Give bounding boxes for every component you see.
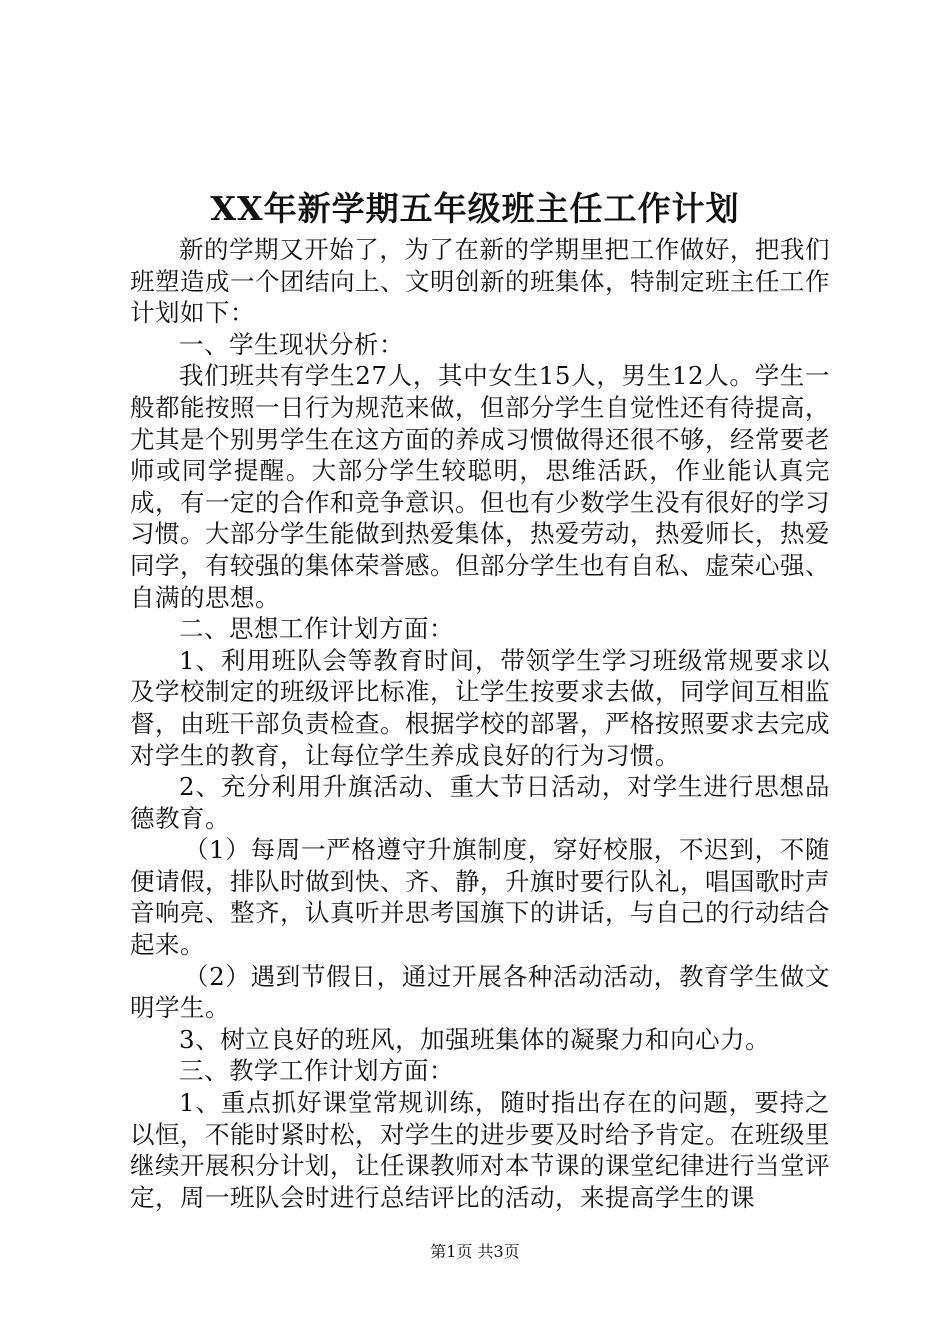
section-heading-3: 三、教学工作计划方面： <box>179 1056 454 1086</box>
page-footer: 第1页 共3页 <box>430 1242 520 1261</box>
document-title: XX年新学期五年级班主任工作计划 <box>210 189 740 228</box>
document-body <box>130 234 830 1213</box>
student-analysis-paragraph: 我们班共有学生27人，其中女生15人，男生12人。学生一般都能按照一日行为规范来做，但部分学生自觉性还有待提高，尤其是个别男学生在这方面的养成习惯做得还很不够，经常要老师或同学提醒。大部分学生较聪明，思维活跃，作业能认真完成，有一定的合作和竞争意识。但也有少数学生没有很好的学习习惯。大部分学生能做到热爱集体，热爱劳动，热爱师长，热爱同学，有较强的集体荣誉感。但部分学生也有自私、虚荣心强、自满的思想。 <box>130 361 830 612</box>
section-heading-1: 一、学生现状分析： <box>179 329 404 359</box>
ideology-item-2: 2、充分利用升旗活动、重大节日活动，对学生进行思想品德教育。 <box>130 772 830 833</box>
intro-paragraph: 新的学期又开始了，为了在新的学期里把工作做好，把我们班塑造成一个团结向上、文明创新的班集体，特制定班主任工作计划如下： <box>130 235 830 328</box>
ideology-subitem-2: （2）遇到节假日，通过开展各种活动活动，教育学生做文明学生。 <box>130 961 830 1023</box>
ideology-item-1: 1、利用班队会等教育时间，带领学生学习班级常规要求以及学校制定的班级评比标准，让学生按要求去做，同学间互相监督，由班干部负责检查。根据学校的部署，严格按照要求去完成对学生的教育，让每位学生养成良好的行为习惯。 <box>130 645 830 770</box>
ideology-subitem-1: （1）每周一严格遵守升旗制度，穿好校服，不迟到，不随便请假，排队时做到快、齐、静，升旗时要行队礼，唱国歌时声音响亮、整齐，认真听并思考国旗下的讲话，与自己的行动结合起来。 <box>130 835 830 960</box>
section-heading-2: 二、思想工作计划方面： <box>179 614 454 644</box>
teaching-item-1: 1、重点抓好课堂常规训练，随时指出存在的问题，要持之以恒，不能时紧时松，对学生的进步要及时给予肯定。在班级里继续开展积分计划，让任课教师对本节课的课堂纪律进行当堂评定，周一班队会时进行总结评比的活动，来提高学生的课 <box>130 1088 830 1212</box>
ideology-item-3: 3、树立良好的班风，加强班集体的凝聚力和向心力。 <box>179 1024 771 1054</box>
